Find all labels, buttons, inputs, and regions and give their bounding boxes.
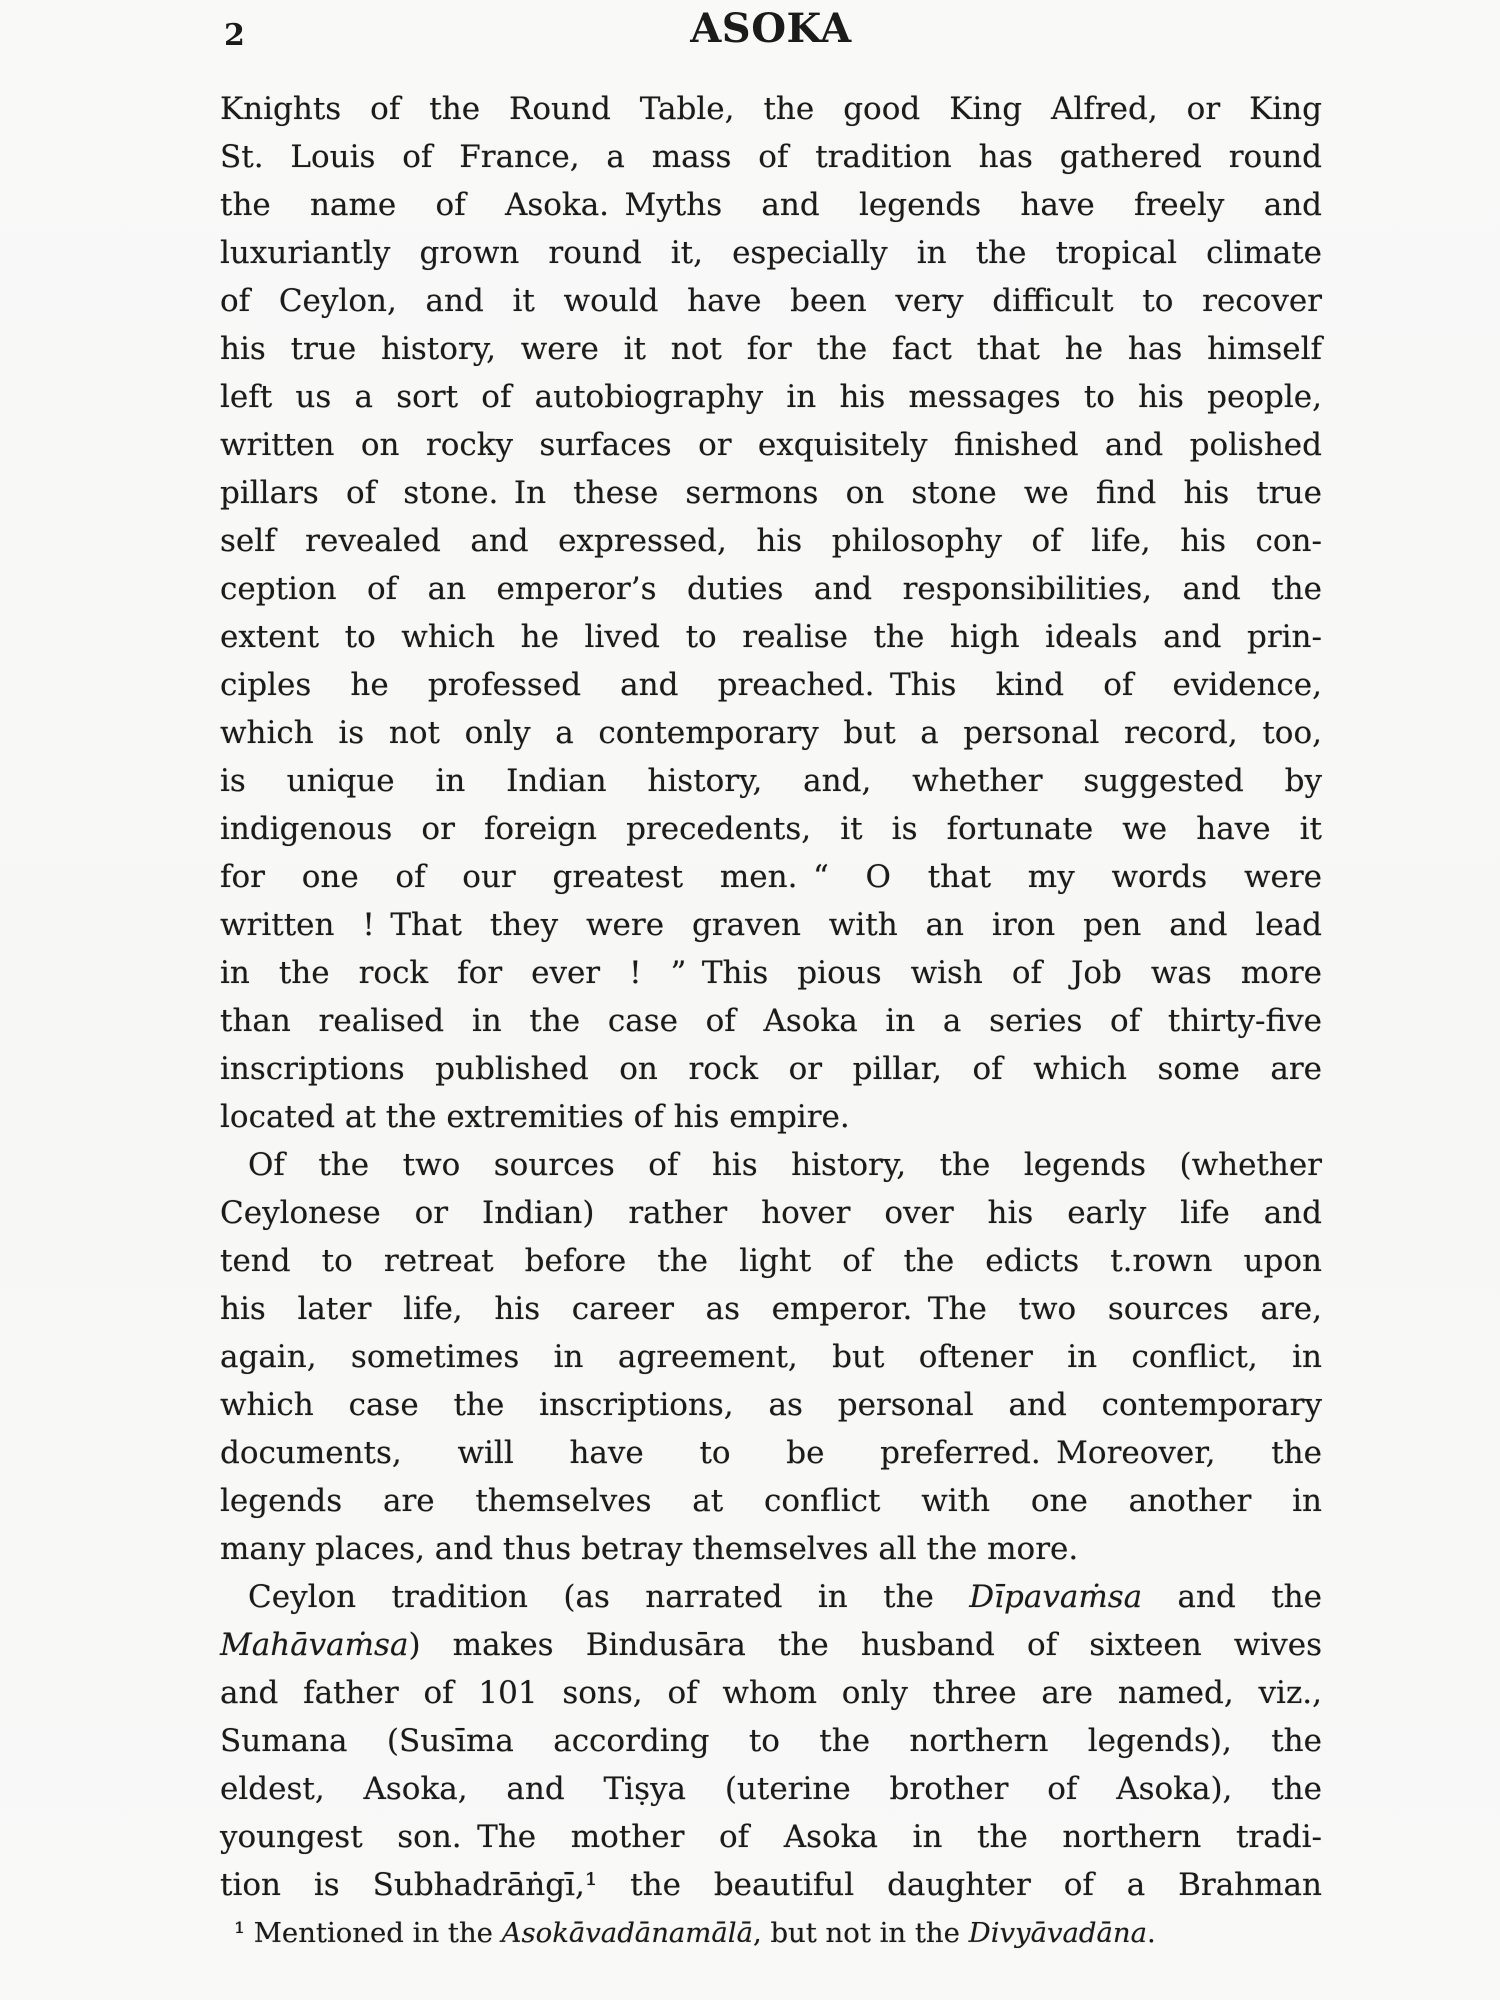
text-line: tend to retreat before the light of the edicts t.rown upon bbox=[220, 1243, 1322, 1279]
text-line: many places, and thus betray themselves all the more. bbox=[220, 1531, 1079, 1567]
text-line: located at the extremities of his empire. bbox=[220, 1099, 850, 1135]
text-line: ception of an emperor’s duties and responsibilities, and the bbox=[220, 571, 1322, 607]
page-number: 2 bbox=[224, 18, 245, 53]
text-line: written on rocky surfaces or exquisitely finished and polished bbox=[220, 427, 1322, 463]
text-line: in the rock for ever ! ” This pious wish of Job was more bbox=[220, 955, 1322, 991]
text-line: luxuriantly grown round it, especially in the tropical climate bbox=[220, 235, 1322, 271]
text-line: youngest son. The mother of Asoka in the northern tradi- bbox=[220, 1819, 1322, 1855]
text-line: legends are themselves at conflict with one another in bbox=[220, 1483, 1322, 1519]
text-line: and father of 101 sons, of whom only three are named, viz., bbox=[220, 1675, 1322, 1711]
text-line: Ceylonese or Indian) rather hover over his early life and bbox=[220, 1195, 1322, 1231]
text-line: Sumana (Susīma according to the northern legends), the bbox=[220, 1723, 1322, 1759]
text-line: extent to which he lived to realise the high ideals and prin- bbox=[220, 619, 1322, 655]
text-line: of Ceylon, and it would have been very difficult to recover bbox=[220, 283, 1322, 319]
text-line: Of the two sources of his history, the legends (whether bbox=[248, 1147, 1322, 1183]
text-line: than realised in the case of Asoka in a series of thirty-five bbox=[220, 1003, 1322, 1039]
text-line: Knights of the Round Table, the good King Alfred, or King bbox=[220, 91, 1322, 127]
text-line: his true history, were it not for the fact that he has himself bbox=[220, 331, 1322, 367]
text-line: which is not only a contemporary but a personal record, too, bbox=[220, 715, 1322, 751]
text-line: written ! That they were graven with an iron pen and lead bbox=[220, 907, 1322, 943]
text-line: self revealed and expressed, his philosophy of life, his con- bbox=[220, 523, 1322, 559]
text-line: ciples he professed and preached. This kind of evidence, bbox=[220, 667, 1322, 703]
text-line: which case the inscriptions, as personal and contemporary bbox=[220, 1387, 1322, 1423]
text-line: left us a sort of autobiography in his messages to his people, bbox=[220, 379, 1322, 415]
body-text bbox=[220, 85, 1322, 1909]
text-line: Ceylon tradition (as narrated in the Dīpavaṁsa and the bbox=[248, 1579, 1322, 1615]
text-line: again, sometimes in agreement, but oftener in conflict, in bbox=[220, 1339, 1322, 1375]
page-header-title: ASOKA bbox=[690, 5, 852, 52]
text-line: his later life, his career as emperor. The two sources are, bbox=[220, 1291, 1322, 1327]
text-line: indigenous or foreign precedents, it is fortunate we have it bbox=[220, 811, 1322, 847]
text-line: pillars of stone. In these sermons on stone we find his true bbox=[220, 475, 1322, 511]
text-line: for one of our greatest men. “ O that my words were bbox=[220, 859, 1322, 895]
text-line: the name of Asoka. Myths and legends have freely and bbox=[220, 187, 1322, 223]
text-line: documents, will have to be preferred. Moreover, the bbox=[220, 1435, 1322, 1471]
text-line: eldest, Asoka, and Tiṣya (uterine brother of Asoka), the bbox=[220, 1771, 1322, 1807]
text-line: Mahāvaṁsa) makes Bindusāra the husband of sixteen wives bbox=[220, 1627, 1322, 1663]
footnote: ¹ Mentioned in the Asokāvadānamālā, but not in the Divyāvadāna. bbox=[234, 1917, 1156, 1949]
text-line: inscriptions published on rock or pillar, of which some are bbox=[220, 1051, 1322, 1087]
text-line: tion is Subhadrāṅgī,¹ the beautiful daughter of a Brahman bbox=[220, 1867, 1322, 1903]
text-line: is unique in Indian history, and, whether suggested by bbox=[220, 763, 1322, 799]
text-line: St. Louis of France, a mass of tradition has gathered round bbox=[220, 139, 1322, 175]
